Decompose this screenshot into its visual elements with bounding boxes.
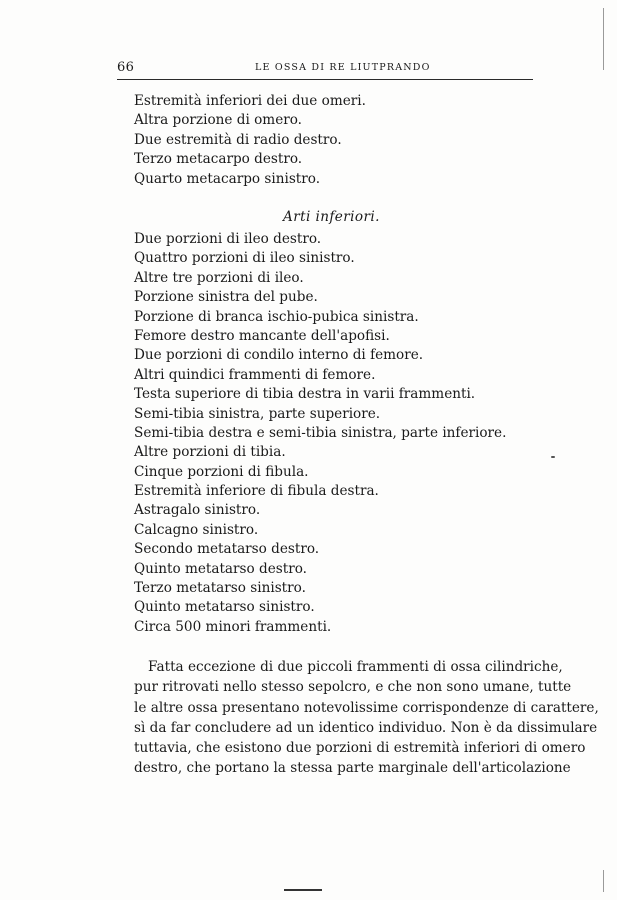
list-item: Altra porzione di omero. [134,112,303,129]
list-item: Altri quindici frammenti di femore. [134,366,376,383]
upper-bone-list [134,92,366,189]
list-item: Astragalo sinistro. [134,502,261,519]
header-rule [117,79,533,80]
paragraph-line: Fatta eccezione di due piccoli frammenti di ossa cilindriche, [148,659,563,675]
paragraph-line: le altre ossa presentano notevolissime corrispondenze di carattere, [134,699,599,716]
list-item: Porzione sinistra del pube. [134,289,318,306]
body-paragraph [134,657,599,779]
paragraph-line: pur ritrovati nello stesso sepolcro, e che non sono umane, tutte [134,679,572,696]
list-item: Estremità inferiori dei due omeri. [134,93,366,109]
list-item: Femore destro mancante dell'apofisi. [134,327,390,344]
page-edge-line [603,870,604,892]
list-item: Terzo metatarso sinistro. [134,580,306,597]
list-item: Semi-tibia sinistra, parte superiore. [134,405,381,422]
page-header [117,60,533,80]
list-item: Estremità inferiore di fibula destra. [134,483,379,500]
running-head: LE OSSA DI RE LIUTPRANDO [255,62,431,73]
list-item: Cinque porzioni di fibula. [134,463,309,480]
list-item: Quinto metatarso sinistro. [134,599,315,616]
list-item: Circa 500 minori frammenti. [134,618,332,635]
page-number: 66 [117,60,135,75]
lower-bone-list [134,230,506,637]
paragraph-line: destro, che portano la stessa parte marginale dell'articolazione [134,760,571,777]
list-item: Due estremità di radio destro. [134,131,342,148]
list-item: Altre porzioni di tibia. [134,444,286,461]
list-item: Porzione di branca ischio-pubica sinistra. [134,308,419,325]
list-item: Altre tre porzioni di ileo. [134,269,304,286]
list-item: Secondo metatarso destro. [134,541,320,558]
section-title: Arti inferiori. [283,209,380,225]
list-item: Testa superiore di tibia destra in varii frammenti. [134,386,476,403]
list-item: Quattro porzioni di ileo sinistro. [134,250,355,267]
list-item: Calcagno sinistro. [134,521,259,538]
page-edge-line [603,8,604,70]
footer-mark [284,889,322,891]
list-item: Semi-tibia destra e semi-tibia sinistra, parte inferiore. [134,424,507,441]
list-item: Quarto metacarpo sinistro. [134,170,321,187]
paragraph-line: sì da far concludere ad un identico individuo. Non è da dissimulare [134,719,598,736]
paragraph-line: tuttavia, che esistono due porzioni di estremità inferiori di omero [134,740,586,757]
list-item: Terzo metacarpo destro. [134,151,303,168]
list-item: Due porzioni di condilo interno di femore. [134,347,424,364]
list-item: Due porzioni di ileo destro. [134,231,322,247]
list-item: Quinto metatarso destro. [134,560,307,577]
ink-speck [551,456,555,458]
